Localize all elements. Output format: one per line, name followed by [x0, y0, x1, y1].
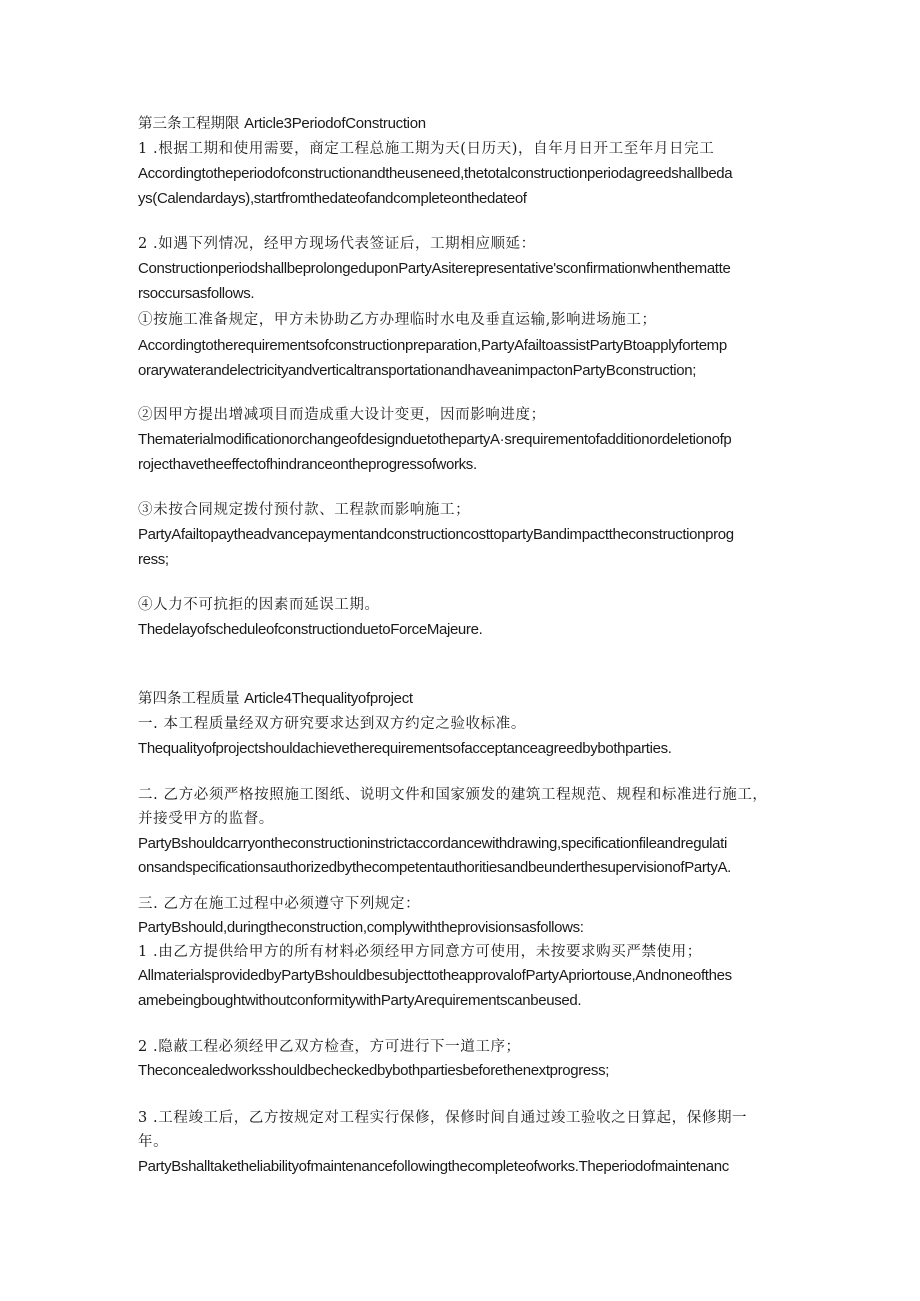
article4-item3-en: PartyBshould,duringtheconstruction,complywiththeprovisionsasfollows: [138, 919, 584, 936]
article4-rule1-en-line2: amebeingboughtwithoutconformitywithPartyArequirementscanbeused. [138, 992, 582, 1009]
article3-case2-zh: ②因甲方提出增减项目而造成重大设计变更，因而影响进度； [138, 407, 546, 423]
article3-case3-zh: ③未按合同规定拨付预付款、工程款而影响施工； [138, 502, 471, 518]
article3-case2-en-line2: rojecthavetheeffectofhindranceontheprogressofworks. [138, 456, 477, 473]
article4-item2-zh-line1: 二. 乙方必须严格按照施工图纸、说明文件和国家颁发的建筑工程规范、规程和标准进行施工， [138, 787, 768, 803]
article4-rule3-zh-line1: 3 .工程竣工后，乙方按规定对工程实行保修，保修时间自通过竣工验收之日算起，保修期一 [138, 1110, 748, 1126]
article4-heading [138, 689, 788, 709]
article3-case2-en-line1: ThematerialmodificationorchangeofdesignduetothepartyA·srequirementofadditionordeletionofp [138, 431, 732, 448]
article4-heading-en: Article4Thequalityofproject [244, 690, 413, 707]
article3-heading-zh: 第三条工程期限 [138, 116, 240, 132]
article4-item3-zh: 三. 乙方在施工过程中必须遵守下列规定： [138, 896, 421, 912]
article3-case1-en-line1: Accordingtotherequirementsofconstructionpreparation,PartyAfailtoassistPartyBtoapplyfortemp [138, 337, 727, 354]
article4-item1-en: Thequalityofprojectshouldachievetherequirementsofacceptanceagreedbybothparties. [138, 740, 672, 757]
article4-item1-zh: 一. 本工程质量经双方研究要求达到双方约定之验收标准。 [138, 716, 526, 732]
article3-item1-en-line1: Accordingtotheperiodofconstructionandtheuseneed,thetotalconstructionperiodagreedshallbeda [138, 165, 733, 182]
article4-rule3-en-line1: PartyBshalltaketheliabilityofmaintenancefollowingthecompleteofworks.Theperiodofmaintenanc [138, 1158, 729, 1175]
article3-case1-en-line2: orarywaterandelectricityandverticaltransportationandhaveanimpactonPartyBconstruction; [138, 362, 697, 379]
article4-rule3-zh-line2: 年。 [138, 1134, 169, 1150]
article4-heading-zh: 第四条工程质量 [138, 691, 240, 707]
article3-item2-zh: 2 .如遇下列情况，经甲方现场代表签证后，工期相应顺延： [138, 236, 536, 252]
article4-rule2-zh: 2 .隐蔽工程必须经甲乙双方检查，方可进行下一道工序； [138, 1039, 521, 1055]
article3-item1-en-line2: ys(Calendardays),startfromthedateofandcompleteonthedateof [138, 190, 527, 207]
article4-rule1-zh: 1 .由乙方提供给甲方的所有材料必须经甲方同意方可使用，未按要求购买严禁使用； [138, 944, 702, 960]
article4-rule2-en: Theconcealedworksshouldbecheckedbybothpartiesbeforethenextprogress; [138, 1062, 610, 1079]
article3-item2-en-line2: rsoccursasfollows. [138, 285, 255, 302]
article3-item1-zh: 1 .根据工期和使用需要，商定工程总施工期为天(日历天)，自年月日开工至年月日完工 [138, 141, 715, 157]
article4-item2-en-line1: PartyBshouldcarryontheconstructioninstrictaccordancewithdrawing,specificationfileandregulati [138, 835, 727, 852]
article4-item2-zh-line2: 并接受甲方的监督。 [138, 811, 274, 827]
article3-case4-en: ThedelayofscheduleofconstructionduetoForceMajeure. [138, 621, 483, 638]
article4-item2-en-line2: onsandspecificationsauthorizedbythecompetentauthoritiesandbeunderthesupervisionofPartyA. [138, 859, 731, 876]
article3-item2-en-line1: ConstructionperiodshallbeprolongeduponPartyAsiterepresentative'sconfirmationwhenthematte [138, 260, 731, 277]
article3-case1-zh: ①按施工准备规定，甲方未协助乙方办理临时水电及垂直运输,影响进场施工； [138, 312, 657, 328]
article3-case4-zh: ④人力不可抗拒的因素而延误工期。 [138, 597, 380, 613]
article4-rule1-en-line1: AllmaterialsprovidedbyPartyBshouldbesubjecttotheapprovalofPartyApriortouse,Andnoneofthes [138, 967, 732, 984]
article3-case3-en-line1: PartyAfailtopaytheadvancepaymentandconstructioncosttopartyBandimpacttheconstructionprog [138, 526, 734, 543]
article3-heading-en: Article3PeriodofConstruction [244, 115, 426, 132]
article3-case3-en-line2: ress; [138, 551, 169, 568]
article3-heading [138, 114, 788, 134]
